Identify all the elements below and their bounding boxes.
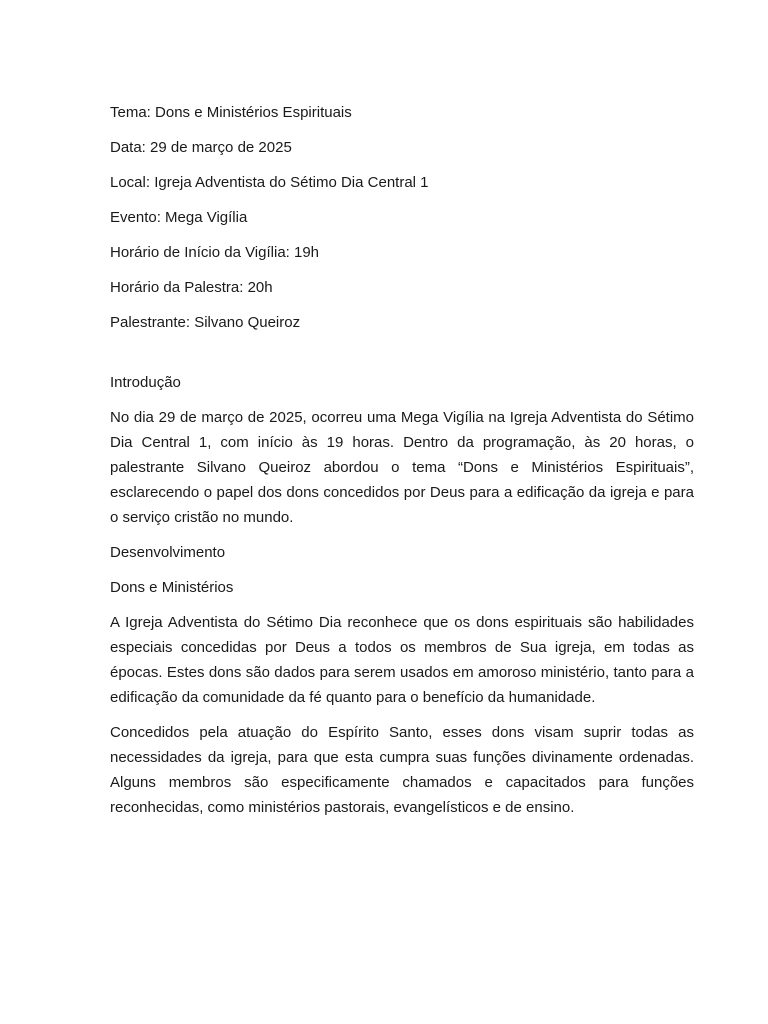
tema-line: Tema: Dons e Ministérios Espirituais [110,104,352,121]
evento-line: Evento: Mega Vigília [110,209,248,226]
introducao-paragraph: No dia 29 de março de 2025, ocorreu uma Mega Vigília na Igreja Adventista do Sétimo Dia Central 1, com início às 19 horas. Dentro da programação, às 20 horas, o palestrante Silvano Queiroz abordou o tema “Dons e Ministérios Espirituais”, esclarecendo o papel dos dons concedidos por Deus para a edificação da igreja e para o serviço cristão no mundo. [110,409,694,526]
palestra-line: Horário da Palestra: 20h [110,279,273,296]
desenvolvimento-heading: Desenvolvimento [110,544,226,561]
palestrante-line: Palestrante: Silvano Queiroz [110,314,301,331]
inicio-line: Horário de Início da Vigília: 19h [110,244,320,261]
desenvolvimento-paragraph-2: Concedidos pela atuação do Espírito Santo, esses dons visam suprir todas as necessidades da igreja, para que esta cumpra suas funções divinamente ordenadas. Alguns membros são especificamente chamados e capacitados para funções reconhecidas, como ministérios pastorais, evangelísticos e de ensino. [110,724,694,816]
data-line: Data: 29 de março de 2025 [110,139,292,156]
document-page [110,100,694,830]
blank-line [110,345,694,370]
local-line: Local: Igreja Adventista do Sétimo Dia Central 1 [110,174,429,191]
dons-ministerios-subheading: Dons e Ministérios [110,579,234,596]
introducao-heading: Introdução [110,374,181,391]
desenvolvimento-paragraph-1: A Igreja Adventista do Sétimo Dia reconhece que os dons espirituais são habilidades especiais concedidas por Deus a todos os membros de Sua igreja, em todas as épocas. Estes dons são dados para serem usados em amoroso ministério, tanto para a edificação da comunidade da fé quanto para o benefício da humanidade. [110,614,694,706]
